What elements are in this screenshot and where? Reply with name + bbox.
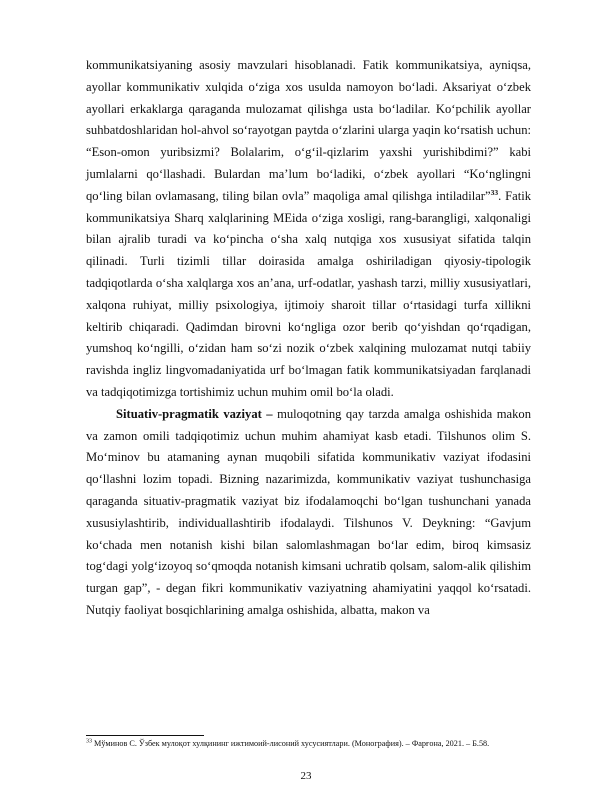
body-text [86,55,531,622]
page-number: 23 [300,770,312,782]
paragraph-text: muloqotning qay tarzda amalga oshishida makon va zamon omili tadqiqotimiz uchun muhim ahamiyat kasb etadi. Tilshunos olim S. Mo‘minov bu atamaning aynan muqobili sifatida kommunikativ vaziyat ifodasini qo‘llashni lozim topadi. Bizning nazarimizda, kommunikativ vaziyat tushunchasiga qaraganda situativ-pragmatik vaziyat biz ifodalamoqchi bo‘lgan tushunchani yanada xususiylashtirib, individuallashtirib ifodalaydi. Tilshunos V. Deykning: “Gavjum ko‘chada men notanish kishi bilan salomlashmagan bo‘lar edim, biroq kimsasiz tog‘dagi yolg‘izoyoq so‘qmoqda notanish kimsani uchratib qolsam, salom-alik qilishim turgan gap”, - degan fikri kommunikativ vaziyatning ahamiyatini yaqqol ko‘rsatadi. Nutqiy faoliyat bosqichlarining amalga oshishida, albatta, makon va [86,406,532,617]
footnote-divider [86,735,204,736]
footnote [86,738,531,750]
paragraph-situational-pragmatic [86,404,531,622]
footnote-reference[interactable]: 33 [490,187,499,197]
bold-term: Situativ-pragmatik vaziyat – [116,406,273,421]
footnote-number: 33 [86,738,92,745]
paragraph-phatic-communication [86,55,531,404]
footnote-text: Мўминов С. Ўзбек мулоқот хулқининг ижтимоий-лисоний хусусиятлари. (Монография). – Фарғона, 2021. – Б.58. [92,739,490,748]
paragraph-text-continued: . Fatik kommunikatsiya Sharq xalqlarining MEida o‘ziga xosligi, rang-barangligi, xalqonaligi bilan ajralib turadi va ko‘pincha o‘sha xalq nutqiga xos xususiyat sifatida talqin qilinadi. Turli tizimli tillar doirasida amalga oshiriladigan qiyosiy-tipologik tadqiqotlarda o‘sha xalqlarga xos an’ana, urf-odatlar, yashash tarzi, milliy xususiyatlari, xalqona ruhiyat, milliy psixologiya, ijtimoiy sharoit tillar o‘rtasidagi turfa xillikni keltirib chiqaradi. Qadimdan birovni ko‘ngliga ozor berib qo‘yishdan qo‘rqadigan, yumshoq ko‘ngilli, o‘zidan ham so‘zi nozik o‘zbek xalqining mulozamat nutqi tabiiy ravishda ingliz lingvomadaniyatida urf bo‘lmagan fatik kommunikatsiyadan farqlanadi va tadqiqotimizga tortishimiz uchun muhim omil bo‘la oladi. [86,188,531,399]
paragraph-text: kommunikatsiyaning asosiy mavzulari hisoblanadi. Fatik kommunikatsiya, ayniqsa, ayollar kommunikativ xulqida o‘ziga xos usulda namoyon bo‘ladi. Aksariyat o‘zbek ayollari erkaklarga qaraganda mulozamat qilishga usta bo‘ladilar. Ko‘pchilik ayollar suhbatdoshlaridan hol-ahvol so‘rayotgan paytda o‘zlarini ularga yaqin ko‘rsatish uchun: “Eson-omon yuribsizmi? Bolalarim, o‘g‘il-qizlarim yaxshi yurishibdimi?” kabi jumlalarni qo‘llashadi. Bulardan ma’lum bo‘ladiki, o‘zbek ayollari “Ko‘nglingni qo‘ling bilan ovlamasang, tiling bilan ovla” maqoliga amal qilishga intiladilar” [86,58,531,203]
